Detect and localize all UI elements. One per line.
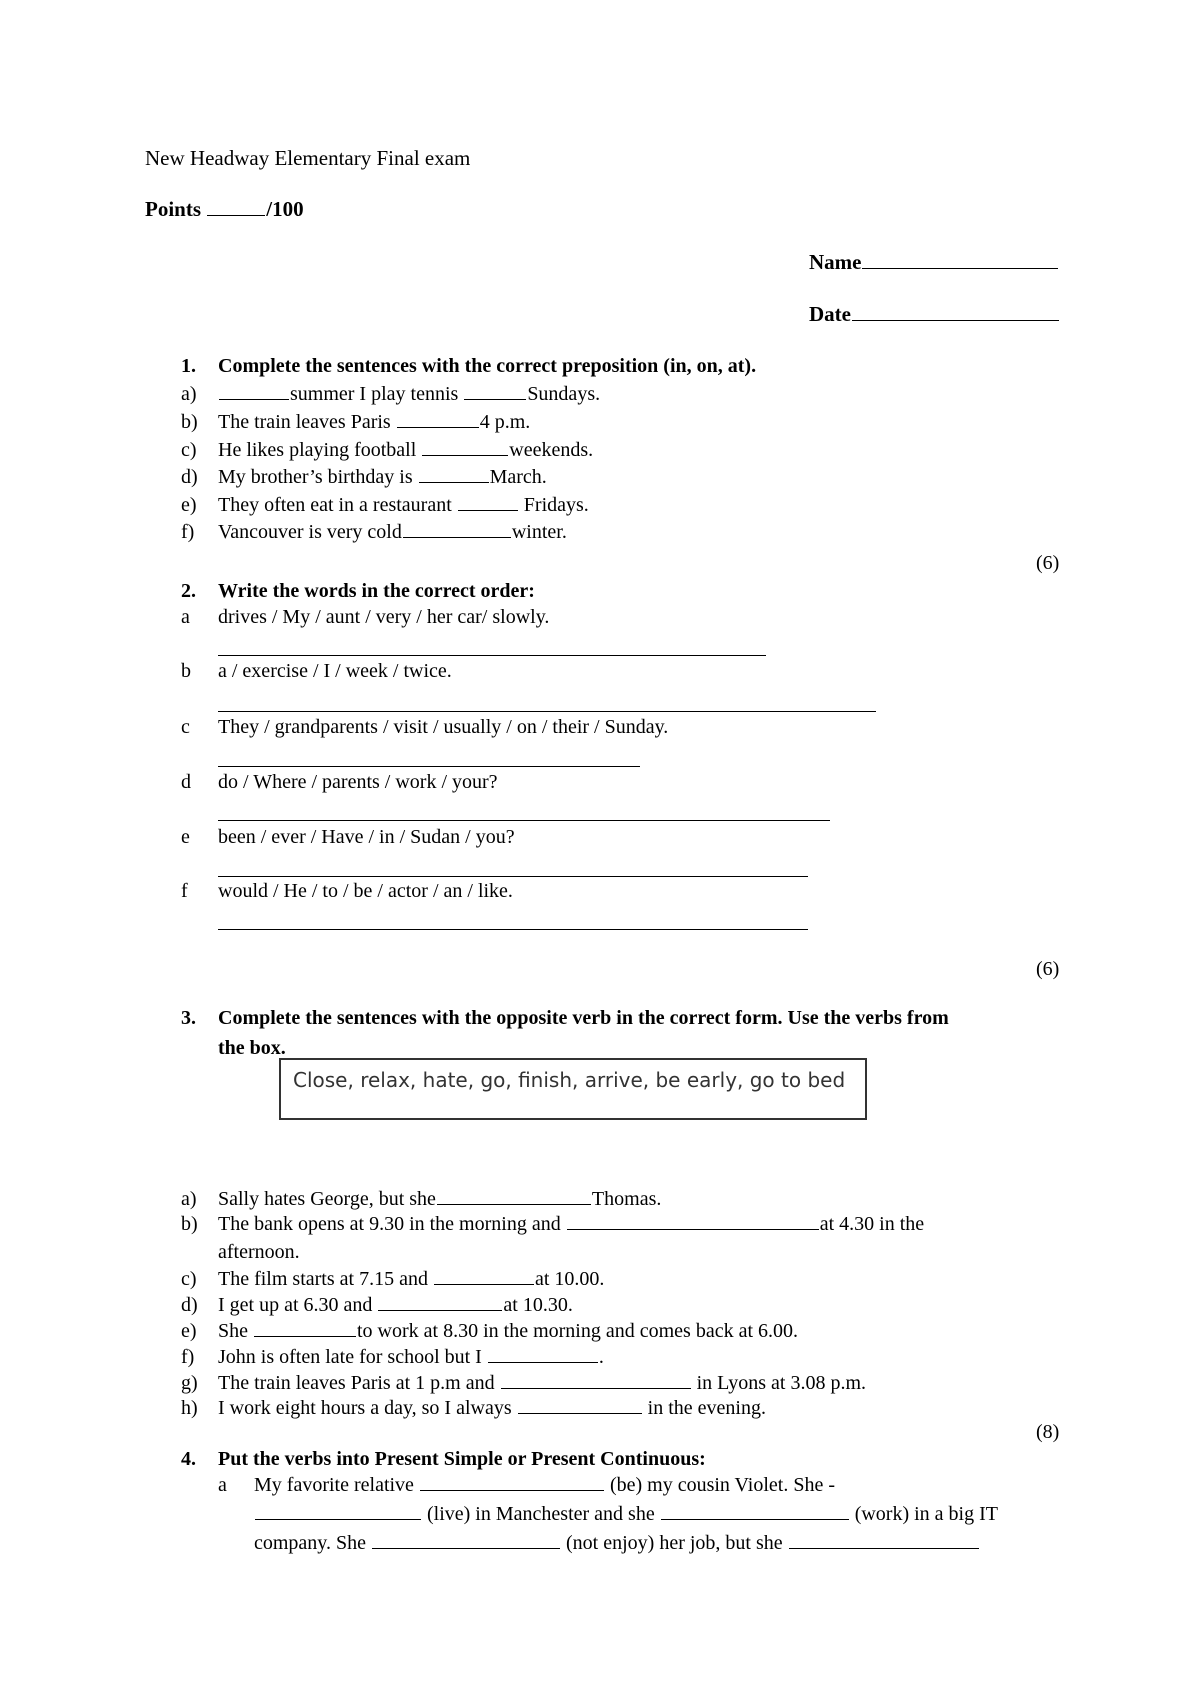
item-letter: h) [181, 1397, 198, 1419]
answer-blank[interactable] [661, 1518, 849, 1520]
item-letter: c) [181, 439, 197, 461]
item-letter: a) [181, 1188, 197, 1210]
item-text: would / He / to / be / actor / an / like. [218, 880, 513, 902]
answer-blank[interactable] [219, 398, 289, 400]
item-letter: f [181, 880, 188, 902]
item-letter: a [181, 606, 190, 628]
date-field [809, 302, 1060, 327]
section2-score: (6) [1036, 958, 1060, 980]
answer-blank[interactable] [419, 481, 489, 483]
answer-line[interactable] [218, 766, 640, 767]
answer-blank[interactable] [378, 1309, 502, 1311]
item-text: Sally hates George, but she Thomas. [218, 1188, 662, 1210]
section3-heading-line2: the box. [218, 1037, 286, 1059]
answer-blank[interactable] [488, 1361, 598, 1363]
item-text: The film starts at 7.15 and at 10.00. [218, 1268, 605, 1290]
section2-heading: Write the words in the correct order: [218, 580, 535, 602]
item-text: drives / My / aunt / very / her car/ slowly. [218, 606, 550, 628]
item-letter: c) [181, 1268, 197, 1290]
points-label: Points [145, 197, 202, 221]
item-text: The train leaves Paris at 1 p.m and in Lyons at 3.08 p.m. [218, 1372, 867, 1394]
verb-box-text: Close, relax, hate, go, finish, arrive, be early, go to bed [293, 1068, 846, 1092]
section4-heading: Put the verbs into Present Simple or Present Continuous: [218, 1448, 706, 1470]
item-text: I work eight hours a day, so I always in the evening. [218, 1397, 766, 1419]
item-letter: a [218, 1474, 227, 1496]
section4-number: 4. [181, 1448, 196, 1470]
answer-blank[interactable] [458, 509, 518, 511]
answer-blank[interactable] [567, 1228, 819, 1230]
date-blank[interactable] [852, 319, 1059, 321]
item-text: The bank opens at 9.30 in the morning and at 4.30 in the [218, 1213, 925, 1235]
item-text: The train leaves Paris 4 p.m. [218, 411, 531, 433]
item-text-continued: afternoon. [218, 1241, 300, 1263]
answer-blank[interactable] [464, 398, 526, 400]
item-text: They often eat in a restaurant Fridays. [218, 494, 589, 516]
item-text: They / grandparents / visit / usually / on / their / Sunday. [218, 716, 669, 738]
section1-number: 1. [181, 355, 196, 377]
item-letter: c [181, 716, 190, 738]
item-text: I get up at 6.30 and at 10.30. [218, 1294, 573, 1316]
item-text: He likes playing football weekends. [218, 439, 594, 461]
item-letter: e [181, 826, 190, 848]
answer-blank[interactable] [403, 536, 511, 538]
item-text-line3: company. She (not enjoy) her job, but she [254, 1532, 980, 1555]
answer-line[interactable] [218, 711, 876, 712]
item-text-line1: My favorite relative (be) my cousin Violet. She - [254, 1474, 835, 1496]
item-letter: d [181, 771, 191, 793]
item-text: She to work at 8.30 in the morning and comes back at 6.00. [218, 1320, 799, 1342]
item-letter: e) [181, 1320, 197, 1342]
date-label: Date [809, 302, 851, 326]
item-text-line2: (live) in Manchester and she (work) in a big IT [254, 1503, 998, 1526]
answer-blank[interactable] [397, 426, 479, 428]
name-field [809, 250, 1059, 275]
item-letter: d) [181, 466, 198, 488]
section1-score: (6) [1036, 552, 1060, 574]
answer-line[interactable] [218, 655, 766, 656]
answer-blank[interactable] [255, 1518, 421, 1520]
item-text: John is often late for school but I . [218, 1346, 604, 1368]
name-label: Name [809, 250, 862, 274]
item-letter: b) [181, 1213, 198, 1235]
section1-heading: Complete the sentences with the correct preposition (in, on, at). [218, 355, 757, 377]
answer-blank[interactable] [372, 1547, 560, 1549]
item-letter: f) [181, 521, 195, 543]
answer-blank[interactable] [254, 1335, 356, 1337]
answer-blank[interactable] [434, 1283, 534, 1285]
item-letter: d) [181, 1294, 198, 1316]
answer-blank[interactable] [789, 1547, 979, 1549]
answer-line[interactable] [218, 820, 830, 821]
answer-blank[interactable] [422, 454, 508, 456]
exam-title: New Headway Elementary Final exam [145, 146, 471, 170]
item-letter: a) [181, 383, 197, 405]
name-blank[interactable] [862, 267, 1058, 269]
section3-number: 3. [181, 1007, 196, 1029]
section3-score: (8) [1036, 1421, 1060, 1443]
item-text: Vancouver is very cold winter. [218, 521, 567, 543]
answer-blank[interactable] [518, 1412, 642, 1414]
item-text: My brother’s birthday is March. [218, 466, 547, 488]
answer-blank[interactable] [437, 1203, 591, 1205]
points-total: /100 [266, 197, 304, 221]
points-field [145, 197, 304, 222]
answer-line[interactable] [218, 876, 808, 877]
item-letter: b [181, 660, 191, 682]
section2-number: 2. [181, 580, 196, 602]
item-letter: b) [181, 411, 198, 433]
item-text: summer I play tennis Sundays. [218, 383, 600, 406]
item-text: do / Where / parents / work / your? [218, 771, 498, 793]
points-blank[interactable] [207, 214, 265, 216]
answer-line[interactable] [218, 929, 808, 930]
section3-heading-line1: Complete the sentences with the opposite verb in the correct form. Use the verbs from [218, 1007, 949, 1029]
answer-blank[interactable] [501, 1387, 691, 1389]
item-letter: g) [181, 1372, 198, 1394]
item-text: been / ever / Have / in / Sudan / you? [218, 826, 515, 848]
verb-box [279, 1058, 867, 1120]
item-letter: f) [181, 1346, 195, 1368]
item-letter: e) [181, 494, 197, 516]
answer-blank[interactable] [420, 1489, 604, 1491]
item-text: a / exercise / I / week / twice. [218, 660, 452, 682]
